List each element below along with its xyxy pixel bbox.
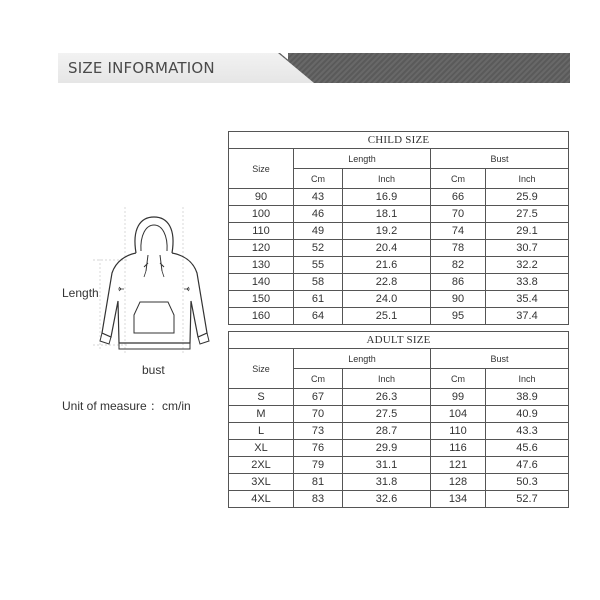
bust-cm-cell: 90 — [431, 291, 486, 308]
bust-cm-cell: 70 — [431, 206, 486, 223]
length-inch-cell: 22.8 — [343, 274, 431, 291]
bust-cm-cell: 99 — [431, 389, 486, 406]
length-inch-cell: 21.6 — [343, 257, 431, 274]
length-inch-cell: 28.7 — [343, 423, 431, 440]
length-inch-cell: 18.1 — [343, 206, 431, 223]
size-header: Size — [229, 349, 294, 389]
size-cell: 150 — [229, 291, 294, 308]
bust-cm-header: Cm — [431, 369, 486, 389]
length-cm-cell: 43 — [294, 189, 343, 206]
table-row — [229, 406, 569, 423]
table-row — [229, 257, 569, 274]
table-row — [229, 223, 569, 240]
table-caption: CHILD SIZE — [229, 132, 569, 149]
length-cm-cell: 55 — [294, 257, 343, 274]
size-cell: 120 — [229, 240, 294, 257]
bust-cm-cell: 128 — [431, 474, 486, 491]
length-cm-cell: 52 — [294, 240, 343, 257]
bust-cm-cell: 121 — [431, 457, 486, 474]
bust-cm-cell: 74 — [431, 223, 486, 240]
length-cm-header: Cm — [294, 369, 343, 389]
length-header: Length — [294, 349, 431, 369]
bust-cm-cell: 110 — [431, 423, 486, 440]
table-row — [229, 274, 569, 291]
bust-inch-cell: 25.9 — [486, 189, 569, 206]
table-row — [229, 457, 569, 474]
length-cm-cell: 73 — [294, 423, 343, 440]
size-cell: 130 — [229, 257, 294, 274]
bust-inch-cell: 32.2 — [486, 257, 569, 274]
bust-label: bust — [142, 363, 165, 377]
length-inch-cell: 27.5 — [343, 406, 431, 423]
size-cell: 4XL — [229, 491, 294, 508]
bust-inch-cell: 47.6 — [486, 457, 569, 474]
bust-cm-cell: 134 — [431, 491, 486, 508]
length-inch-header: Inch — [343, 369, 431, 389]
length-inch-cell: 25.1 — [343, 308, 431, 325]
bust-header: Bust — [431, 149, 569, 169]
size-cell: 90 — [229, 189, 294, 206]
table-row — [229, 206, 569, 223]
table-row — [229, 491, 569, 508]
bust-header: Bust — [431, 349, 569, 369]
size-cell: 3XL — [229, 474, 294, 491]
length-inch-cell: 16.9 — [343, 189, 431, 206]
length-inch-cell: 32.6 — [343, 491, 431, 508]
size-cell: L — [229, 423, 294, 440]
bust-inch-cell: 43.3 — [486, 423, 569, 440]
bust-cm-cell: 86 — [431, 274, 486, 291]
bust-inch-header: Inch — [486, 169, 569, 189]
length-cm-cell: 67 — [294, 389, 343, 406]
bust-inch-cell: 38.9 — [486, 389, 569, 406]
length-cm-cell: 83 — [294, 491, 343, 508]
length-cm-cell: 61 — [294, 291, 343, 308]
length-inch-cell: 26.3 — [343, 389, 431, 406]
table-row — [229, 440, 569, 457]
length-inch-cell: 24.0 — [343, 291, 431, 308]
bust-inch-header: Inch — [486, 369, 569, 389]
length-cm-cell: 81 — [294, 474, 343, 491]
size-cell: 140 — [229, 274, 294, 291]
adult-size-table — [228, 331, 569, 508]
bust-inch-cell: 27.5 — [486, 206, 569, 223]
bust-cm-cell: 66 — [431, 189, 486, 206]
header-banner — [58, 53, 570, 83]
child-size-table — [228, 131, 569, 325]
bust-cm-cell: 82 — [431, 257, 486, 274]
length-header: Length — [294, 149, 431, 169]
size-cell: M — [229, 406, 294, 423]
bust-cm-cell: 95 — [431, 308, 486, 325]
table-row — [229, 189, 569, 206]
length-inch-cell: 31.1 — [343, 457, 431, 474]
length-inch-cell: 31.8 — [343, 474, 431, 491]
table-row — [229, 308, 569, 325]
page-title: SIZE INFORMATION — [68, 59, 215, 77]
length-inch-cell: 29.9 — [343, 440, 431, 457]
size-header: Size — [229, 149, 294, 189]
banner-dark-block — [278, 53, 570, 83]
bust-inch-cell: 29.1 — [486, 223, 569, 240]
length-cm-header: Cm — [294, 169, 343, 189]
length-label: Length — [62, 286, 99, 300]
bust-cm-header: Cm — [431, 169, 486, 189]
size-cell: XL — [229, 440, 294, 457]
size-cell: S — [229, 389, 294, 406]
unit-of-measure-text: Unit of measure ：cm/in — [62, 399, 191, 413]
bust-inch-cell: 40.9 — [486, 406, 569, 423]
bust-inch-cell: 33.8 — [486, 274, 569, 291]
table-row — [229, 291, 569, 308]
length-cm-cell: 58 — [294, 274, 343, 291]
hoodie-illustration-icon — [88, 205, 218, 370]
size-cell: 110 — [229, 223, 294, 240]
size-cell: 100 — [229, 206, 294, 223]
table-caption: ADULT SIZE — [229, 332, 569, 349]
table-row — [229, 240, 569, 257]
bust-inch-cell: 30.7 — [486, 240, 569, 257]
length-cm-cell: 46 — [294, 206, 343, 223]
bust-inch-cell: 45.6 — [486, 440, 569, 457]
length-inch-cell: 20.4 — [343, 240, 431, 257]
bust-cm-cell: 104 — [431, 406, 486, 423]
length-inch-cell: 19.2 — [343, 223, 431, 240]
length-cm-cell: 64 — [294, 308, 343, 325]
table-row — [229, 474, 569, 491]
size-cell: 160 — [229, 308, 294, 325]
bust-inch-cell: 52.7 — [486, 491, 569, 508]
length-inch-header: Inch — [343, 169, 431, 189]
table-row — [229, 423, 569, 440]
bust-cm-cell: 78 — [431, 240, 486, 257]
length-cm-cell: 79 — [294, 457, 343, 474]
size-cell: 2XL — [229, 457, 294, 474]
bust-cm-cell: 116 — [431, 440, 486, 457]
length-cm-cell: 70 — [294, 406, 343, 423]
bust-inch-cell: 35.4 — [486, 291, 569, 308]
length-cm-cell: 49 — [294, 223, 343, 240]
bust-inch-cell: 50.3 — [486, 474, 569, 491]
bust-inch-cell: 37.4 — [486, 308, 569, 325]
length-cm-cell: 76 — [294, 440, 343, 457]
table-row — [229, 389, 569, 406]
